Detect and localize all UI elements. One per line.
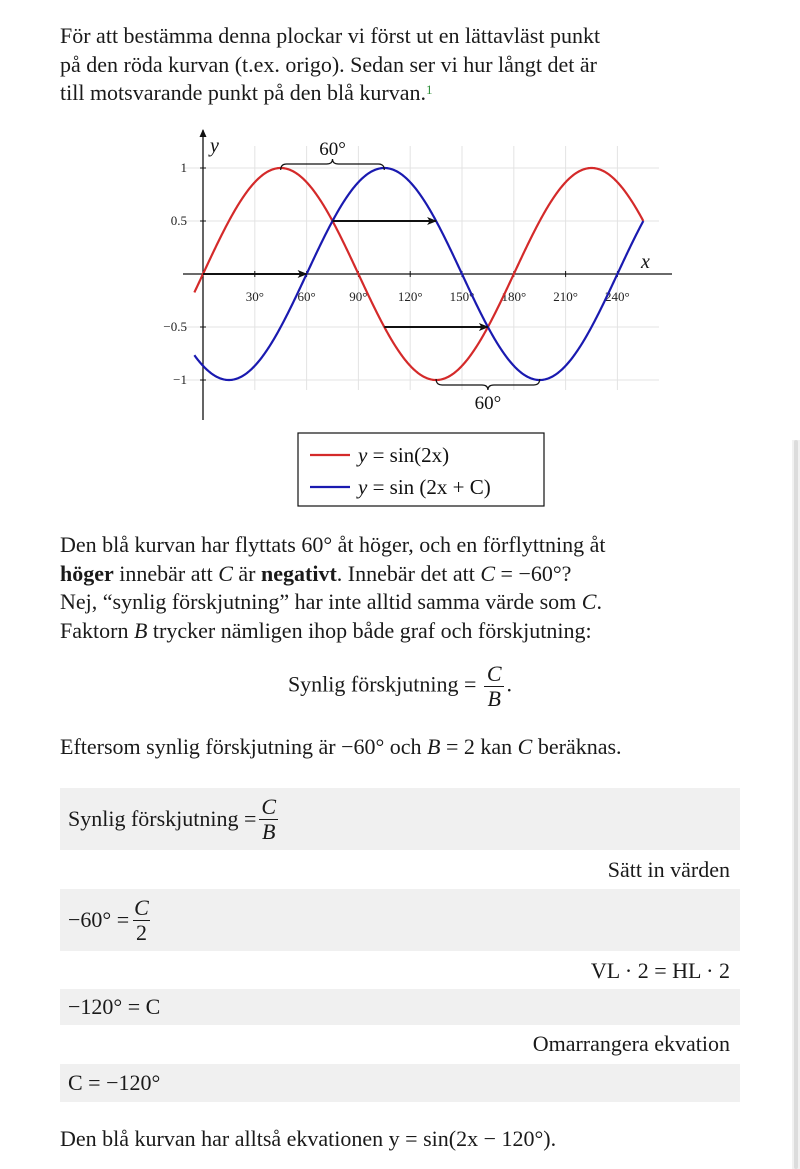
display-eq-numerator: C bbox=[486, 661, 502, 686]
step-note-3-text: Omarrangera ekvation bbox=[532, 1031, 730, 1056]
display-eq-end: . bbox=[506, 671, 513, 697]
p2-text-8: Faktorn bbox=[60, 617, 129, 643]
p2-text-4: . Innebär det att bbox=[336, 560, 475, 586]
conclusion-end: . bbox=[550, 1126, 557, 1151]
conclusion-equation: y = sin(2x − 120°) bbox=[388, 1126, 551, 1151]
step-4-text: C = −120° bbox=[68, 1070, 161, 1095]
x-tick-label-0: 30° bbox=[245, 289, 264, 304]
y-tick-label-0: 1 bbox=[180, 160, 187, 175]
conclusion-text: Den blå kurvan har alltså ekvationen bbox=[60, 1126, 384, 1151]
p2-text-9: trycker nämligen ihop både graf och förskjutning: bbox=[152, 617, 592, 643]
step-1-fraction bbox=[258, 795, 279, 844]
p2-bold-negativt: negativt bbox=[261, 560, 337, 586]
step-2-numerator: C bbox=[134, 894, 149, 920]
step-row-4 bbox=[60, 1064, 740, 1102]
intro-line-1: För att bestämma denna plockar vi först ut en lättavläst punkt bbox=[60, 23, 601, 48]
p2-text-6: Nej, “synlig förskjutning” har inte alltid samma värde som bbox=[60, 589, 577, 614]
display-eq-lhs: Synlig förskjutning = bbox=[287, 671, 477, 697]
brace-label-bottom: 60° bbox=[474, 393, 502, 414]
step-1-numerator: C bbox=[261, 793, 277, 819]
x-tick-label-4: 150° bbox=[449, 289, 475, 304]
display-equation bbox=[0, 662, 800, 711]
y-axis-label: y bbox=[210, 135, 219, 157]
x-tick-label-2: 90° bbox=[349, 289, 368, 304]
scrollbar-thumb[interactable] bbox=[794, 440, 798, 1169]
intro-line-3: till motsvarande punkt på den blå kurvan. bbox=[60, 80, 426, 105]
x-tick-label-5: 180° bbox=[501, 289, 527, 304]
p2-text-5: = −60°? bbox=[500, 560, 572, 586]
step-3-text: −120° = C bbox=[68, 994, 161, 1019]
step-note-3 bbox=[60, 1025, 740, 1063]
x-tick-label-3: 120° bbox=[397, 289, 423, 304]
p2-text-7: . bbox=[596, 589, 602, 614]
x-tick-label-6: 210° bbox=[553, 289, 578, 304]
p2-var-c: C bbox=[218, 560, 233, 586]
step-2-fraction bbox=[131, 896, 152, 945]
p2-var-c-3: C bbox=[581, 589, 597, 614]
step-2-lhs: −60° = bbox=[68, 907, 130, 932]
explanation-paragraph bbox=[60, 531, 742, 645]
p3-var-b: B bbox=[427, 734, 441, 759]
brace-bottom bbox=[436, 379, 540, 390]
conclusion-paragraph bbox=[60, 1125, 742, 1154]
intro-paragraph bbox=[60, 22, 742, 108]
intro-line-2: på den röda kurvan (t.ex. origo). Sedan ser vi hur långt det är bbox=[60, 51, 597, 77]
x-axis-label: x bbox=[641, 251, 650, 273]
display-eq-denominator: B bbox=[484, 686, 503, 711]
values-paragraph bbox=[60, 733, 742, 762]
step-row-2 bbox=[60, 889, 740, 951]
y-tick-label-3: −1 bbox=[173, 372, 187, 387]
chart-legend bbox=[298, 433, 544, 506]
step-note-1 bbox=[60, 851, 740, 889]
step-note-2 bbox=[60, 952, 740, 990]
brace-label-top: 60° bbox=[319, 139, 346, 160]
step-note-1-text: Sätt in värden bbox=[607, 857, 730, 882]
y-tick-label-2: −0.5 bbox=[163, 319, 187, 334]
y-tick-label-1: 0.5 bbox=[170, 213, 187, 228]
scrollbar[interactable] bbox=[792, 440, 800, 1169]
legend-label-1: y = sin (2x + C) bbox=[358, 475, 491, 499]
p2-bold-hoger: höger bbox=[60, 560, 114, 586]
step-1-denominator: B bbox=[259, 819, 278, 844]
p2-var-b: B bbox=[133, 617, 148, 643]
p2-text-2: innebär att bbox=[119, 560, 213, 586]
legend-label-0: y = sin(2x) bbox=[358, 443, 450, 467]
p2-var-c-2: C bbox=[480, 560, 496, 586]
step-1-lhs: Synlig förskjutning = bbox=[68, 806, 257, 831]
step-2-denominator: 2 bbox=[133, 920, 150, 945]
x-tick-label-7: 240° bbox=[605, 289, 630, 304]
step-note-2-text: VL · 2 = HL · 2 bbox=[590, 958, 730, 983]
footnote-marker[interactable]: 1 bbox=[425, 82, 433, 97]
p3-text-2: = 2 kan bbox=[446, 734, 513, 759]
x-tick-label-1: 60° bbox=[297, 289, 316, 304]
display-eq-fraction bbox=[484, 662, 505, 711]
sine-shift-chart bbox=[0, 120, 800, 515]
p2-text-1: Den blå kurvan har flyttats 60° åt höger, och en förflyttning åt bbox=[60, 532, 606, 557]
p3-text-3: beräknas. bbox=[537, 734, 622, 759]
step-row-1 bbox=[60, 788, 740, 850]
p3-text-1: Eftersom synlig förskjutning är −60° och bbox=[60, 734, 422, 759]
p3-var-c: C bbox=[517, 734, 533, 759]
step-row-3 bbox=[60, 989, 740, 1025]
p2-text-3: är bbox=[238, 560, 256, 586]
